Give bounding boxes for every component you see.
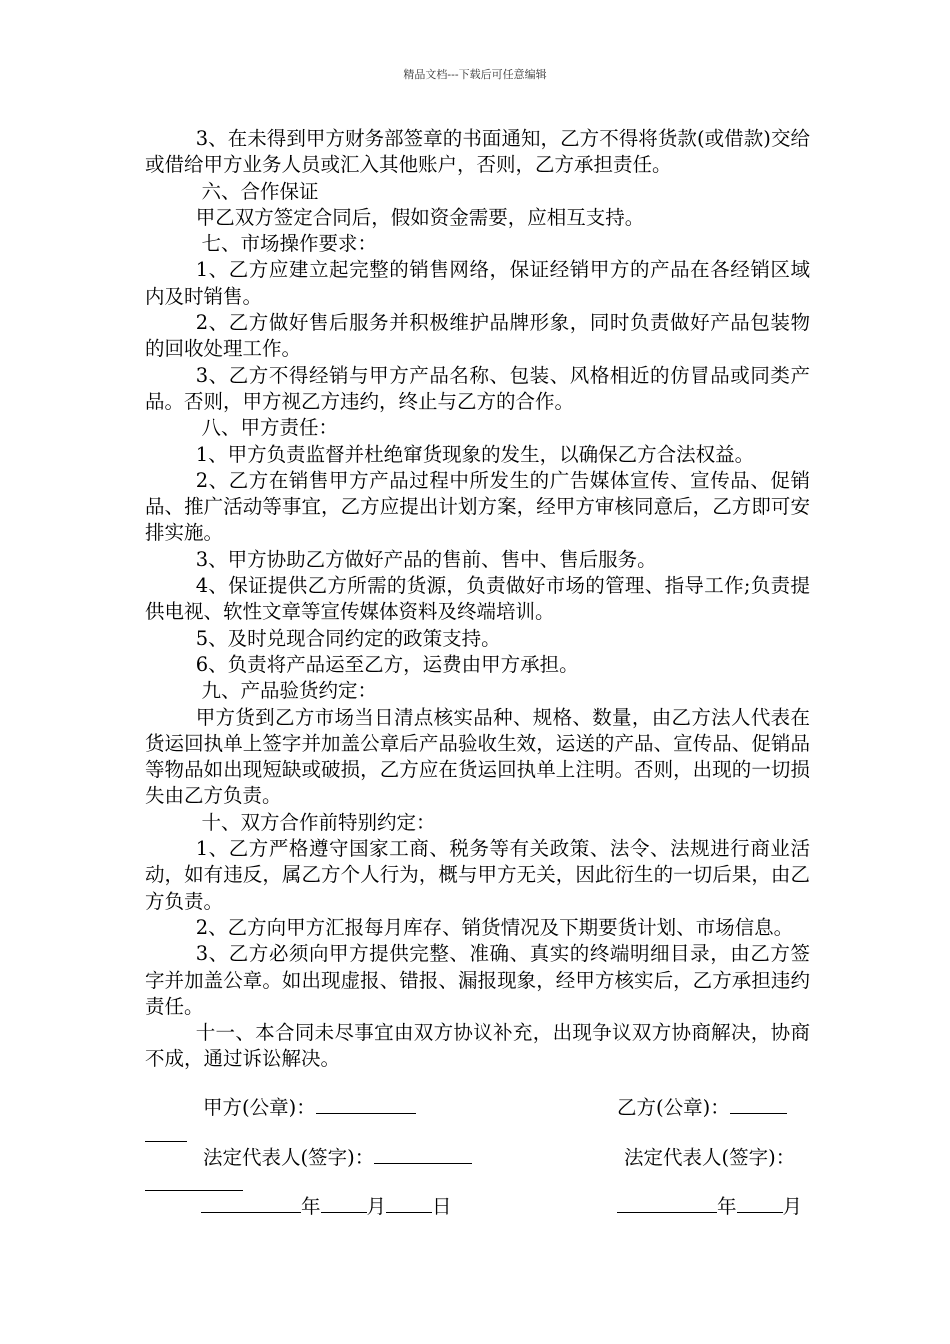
date-b-year-blank[interactable] xyxy=(617,1194,717,1213)
clause-paragraph: 1、乙方严格遵守国家工商、税务等有关政策、法令、法规进行商业活动，如有违反，属乙方个人行为，概与甲方无关，因此衍生的一切后果，由乙方负责。 xyxy=(145,837,810,913)
clause-paragraph: 1、乙方应建立起完整的销售网络，保证经销甲方的产品在各经销区域内及时销售。 xyxy=(145,258,810,308)
clause-paragraph: 3、乙方不得经销与甲方产品名称、包装、风格相近的仿冒品或同类产品。否则，甲方视乙方违约，终止与乙方的合作。 xyxy=(145,363,810,413)
rep-b-line xyxy=(624,1145,795,1171)
rep-a-blank[interactable] xyxy=(374,1145,472,1164)
party-b-seal-blank-continued xyxy=(145,1141,187,1142)
rep-b-label: 法定代表人(签字)： xyxy=(624,1146,796,1169)
party-b-seal-label: 乙方(公章)： xyxy=(617,1096,730,1119)
date-b-year-label: 年 xyxy=(717,1195,737,1218)
clause-paragraph: 甲方货到乙方市场当日清点核实品种、规格、数量，由乙方法人代表在货运回执单上签字并加盖公章后产品验收生效，运送的产品、宣传品、促销品等物品如出现短缺或破损，乙方应在货运回执单上注明。否则，出现的一切损失由乙方负责。 xyxy=(145,705,810,808)
clause-paragraph: 3、在未得到甲方财务部签章的书面通知，乙方不得将货款(或借款)交给或借给甲方业务人员或汇入其他账户，否则，乙方承担责任。 xyxy=(145,127,810,177)
section-heading: 六、合作保证 xyxy=(201,179,319,203)
party-a-seal-label: 甲方(公章)： xyxy=(203,1096,316,1119)
clause-paragraph: 2、乙方做好售后服务并积极维护品牌形象，同时负责做好产品包装物的回收处理工作。 xyxy=(145,311,810,361)
rep-a-line xyxy=(203,1145,472,1171)
date-a-line xyxy=(201,1194,452,1220)
clause-paragraph: 3、甲方协助乙方做好产品的售前、售中、售后服务。 xyxy=(195,547,657,571)
section-heading: 九、产品验货约定： xyxy=(201,679,378,703)
party-a-seal-blank[interactable] xyxy=(316,1095,416,1114)
clause-paragraph: 5、及时兑现合同约定的政策支持。 xyxy=(195,626,501,650)
date-b-month-blank[interactable] xyxy=(737,1194,783,1213)
date-a-day-blank[interactable] xyxy=(386,1194,432,1213)
date-a-month-label: 月 xyxy=(366,1195,387,1218)
date-b-month-label: 月 xyxy=(782,1195,803,1218)
date-a-year-label: 年 xyxy=(301,1195,321,1218)
date-a-year-blank[interactable] xyxy=(201,1194,301,1213)
page-header: 精品文档---下载后可任意编辑 xyxy=(403,68,547,81)
party-b-seal-blank[interactable] xyxy=(730,1095,787,1114)
contract-body xyxy=(145,126,810,1073)
clause-paragraph: 4、保证提供乙方所需的货源，负责做好市场的管理、指导工作;负责提供电视、软性文章等宣传媒体资料及终端培训。 xyxy=(145,574,810,624)
section-heading: 八、甲方责任： xyxy=(201,416,339,440)
clause-paragraph: 3、乙方必须向甲方提供完整、准确、真实的终端明细目录，由乙方签字并加盖公章。如出现虚报、错报、漏报现象，经甲方核实后，乙方承担违约责任。 xyxy=(145,942,810,1018)
clause-paragraph: 十一、本合同未尽事宜由双方协议补充，出现争议双方协商解决，协商不成，通过诉讼解决。 xyxy=(145,1021,810,1071)
clause-paragraph: 2、乙方向甲方汇报每月库存、销货情况及下期要货计划、市场信息。 xyxy=(195,915,794,939)
date-a-day-label: 日 xyxy=(432,1195,452,1218)
rep-b-blank-continued[interactable] xyxy=(145,1190,243,1191)
date-b-line xyxy=(617,1194,802,1220)
date-a-month-blank[interactable] xyxy=(321,1194,367,1213)
clause-paragraph: 1、甲方负责监督并杜绝窜货现象的发生，以确保乙方合法权益。 xyxy=(195,442,755,466)
clause-paragraph: 6、负责将产品运至乙方，运费由甲方承担。 xyxy=(195,652,579,676)
section-heading: 七、市场操作要求： xyxy=(201,232,378,256)
clause-paragraph: 甲乙双方签定合同后，假如资金需要，应相互支持。 xyxy=(195,205,645,229)
section-heading: 十、双方合作前特别约定： xyxy=(201,810,436,834)
party-b-seal-line xyxy=(617,1095,787,1121)
party-a-seal-line xyxy=(203,1095,416,1121)
rep-a-label: 法定代表人(签字)： xyxy=(203,1146,375,1169)
clause-paragraph: 2、乙方在销售甲方产品过程中所发生的广告媒体宣传、宣传品、促销品、推广活动等事宜，乙方应提出计划方案，经甲方审核同意后，乙方即可安排实施。 xyxy=(145,468,810,545)
